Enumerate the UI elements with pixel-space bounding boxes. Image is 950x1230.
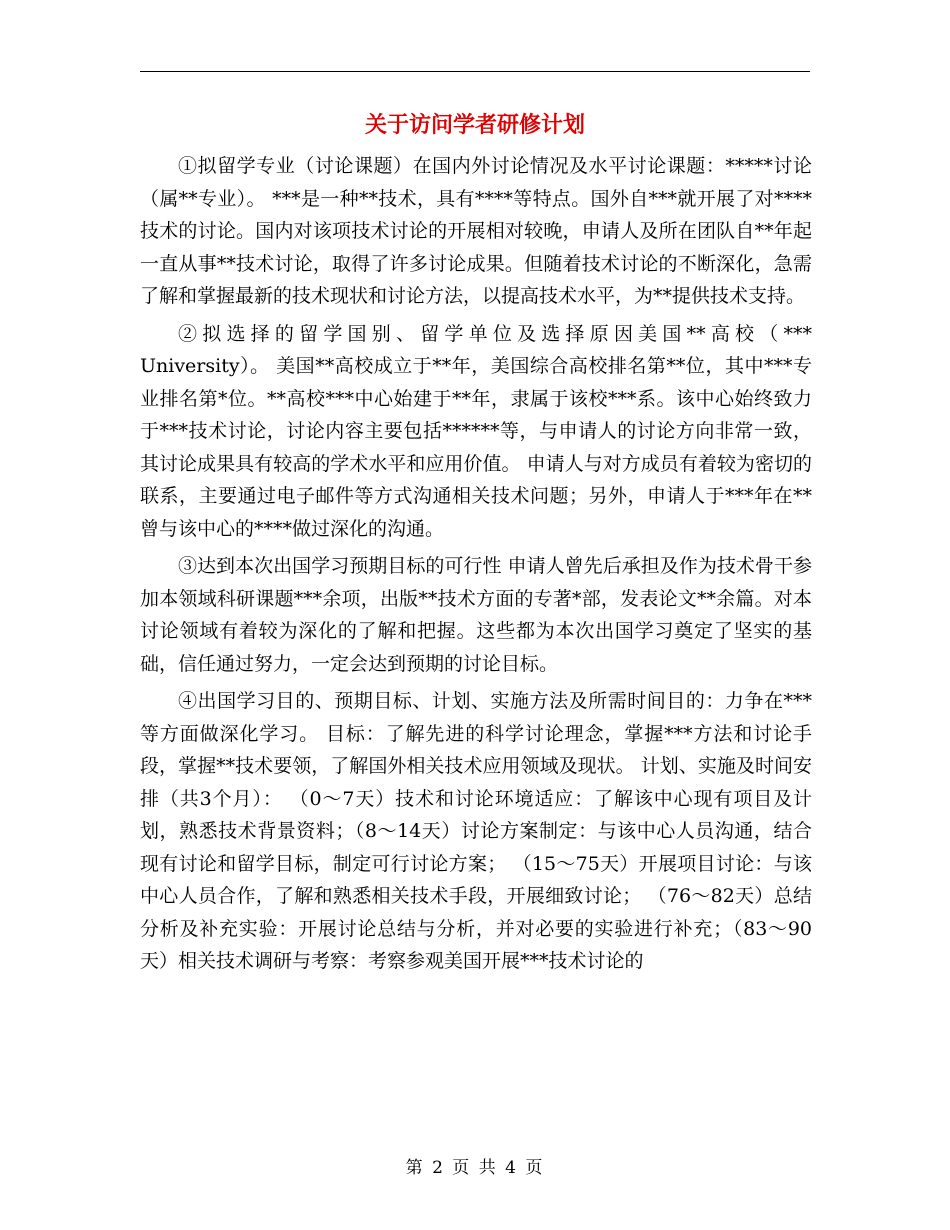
paragraph-2: ②拟选择的留学国别、留学单位及选择原因美国**高校（*** University）。 美国**高校成立于**年，美国综合高校排名第**位，其中***专业排名第*位。**高校***中心始建于**年，隶属于该校***系。该中心始终致力于***技术讨论，讨论内容主要包括******等，与申请人的讨论方向非常一致，其讨论成果具有较高的学术水平和应用价值。 申请人与对方成员有着较为密切的联系，主要通过电子邮件等方式沟通相关技术问题；另外，申请人于***年在**曾与该中心的****做过深化的沟通。 [140, 322, 812, 540]
paragraph-1: ①拟留学专业（讨论课题）在国内外讨论情况及水平讨论课题：*****讨论（属**专业）。 ***是一种**技术，具有****等特点。国外自***就开展了对****技术的讨论。国内对该项技术讨论的开展相对较晚，申请人及所在团队自**年起一直从事**技术讨论，取得了许多讨论成果。但随着技术讨论的不断深化，急需了解和掌握最新的技术现状和讨论方法，以提高技术水平，为**提供技术支持。 [140, 155, 812, 307]
paragraph-3: ③达到本次出国学习预期目标的可行性 申请人曾先后承担及作为技术骨干参加本领域科研课题***余项，出版**技术方面的专著*部，发表论文**余篇。对本讨论领域有着较为深化的了解和把握。这些都为本次出国学习奠定了坚实的基础，信任通过努力，一定会达到预期的讨论目标。 [140, 555, 812, 675]
paragraph-4: ④出国学习目的、预期目标、计划、实施方法及所需时间目的：力争在***等方面做深化学习。 目标：了解先进的科学讨论理念，掌握***方法和讨论手段，掌握**技术要领，了解国外相关技术应用领域及现状。 计划、实施及时间安排（共3个月）： （0～7天）技术和讨论环境适应：了解该中心现有项目及计划，熟悉技术背景资料；（8～14天）讨论方案制定：与该中心人员沟通，结合现有讨论和留学目标，制定可行讨论方案； （15～75天）开展项目讨论：与该中心人员合作，了解和熟悉相关技术手段，开展细致讨论； （76～82天）总结分析及补充实验：开展讨论总结与分析，并对必要的实验进行补充；（83～90天）相关技术调研与考察：考察参观美国开展***技术讨论的 [140, 690, 812, 972]
page-number-footer: 第 2 页 共 4 页 [405, 1158, 545, 1178]
header-rule [140, 71, 810, 72]
document-body [140, 150, 812, 978]
document-title: 关于访问学者研修计划 [364, 112, 585, 138]
